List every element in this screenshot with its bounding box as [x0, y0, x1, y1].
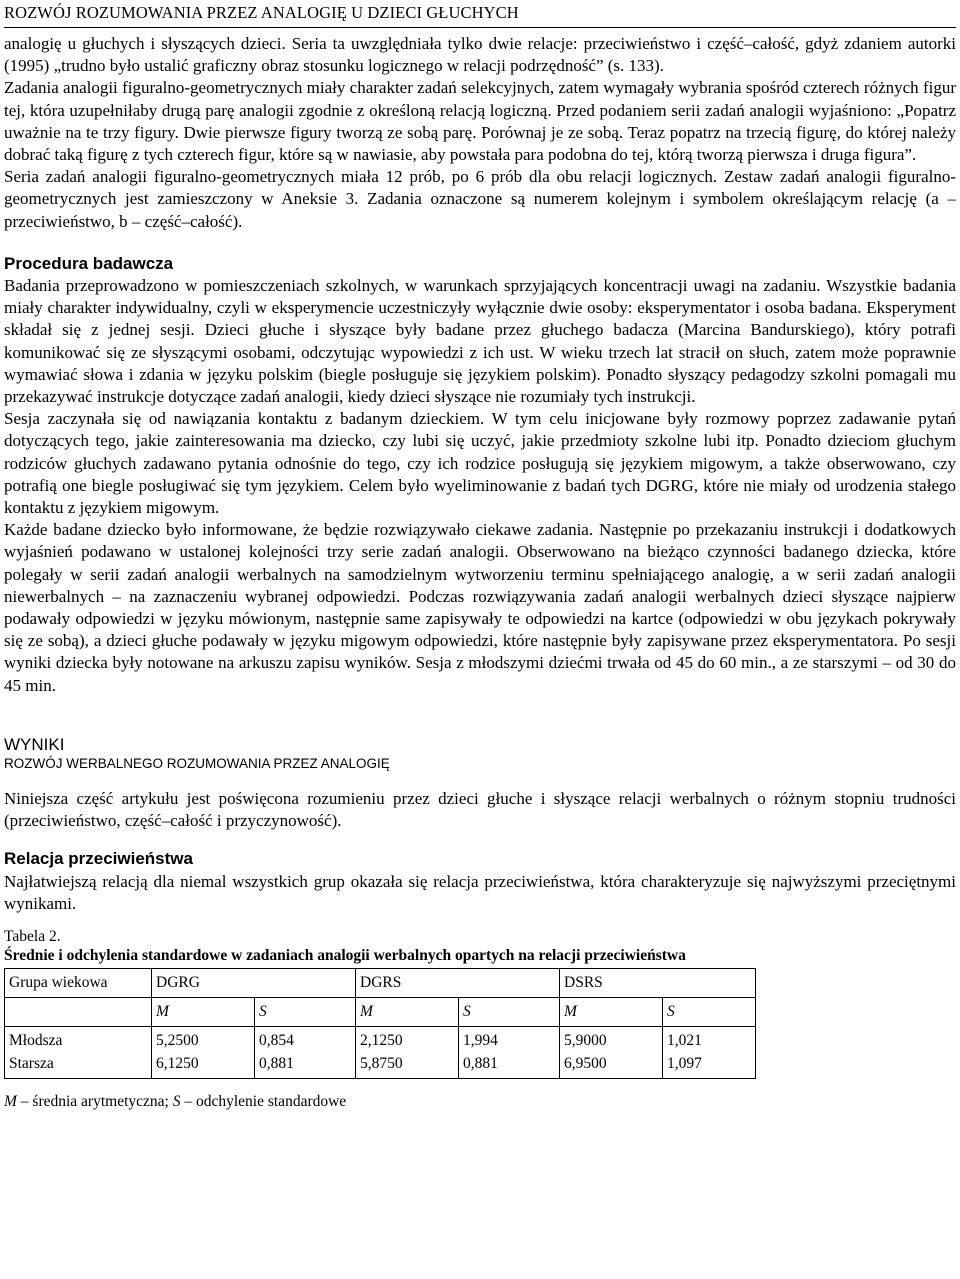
value: 0,881 [259, 1054, 294, 1072]
value: 5,9000 [564, 1032, 607, 1050]
document-body [4, 33, 956, 1113]
value: 0,881 [463, 1054, 498, 1072]
table-cell [560, 1027, 663, 1078]
section-heading-results: WYNIKI [4, 734, 65, 754]
paragraph: Najłatwiejszą relacją dla niemal wszystkich grup okazała się relacja przeciwieństwa, która charakteryzuje się najwyższymi przeciętnymi wynikami. [4, 871, 956, 913]
table-cell [5, 1027, 152, 1078]
table-subheader-cell: M [356, 998, 459, 1027]
table-subheader-cell: S [459, 998, 560, 1027]
header-rule [4, 27, 956, 28]
table-legend [4, 1091, 956, 1113]
table-header-row [5, 968, 756, 997]
results-table [4, 968, 756, 1079]
value: 1,021 [667, 1032, 702, 1050]
table-caption: Tabela 2. [4, 927, 61, 945]
legend-text: – odchylenie standardowe [180, 1092, 347, 1110]
value: 6,9500 [564, 1054, 607, 1072]
table-row [5, 1027, 756, 1078]
table-subheader-cell: M [560, 998, 663, 1027]
group-label: Młodsza [9, 1032, 63, 1050]
value: 5,8750 [360, 1054, 403, 1072]
running-head: ROZWÓJ ROZUMOWANIA PRZEZ ANALOGIĘ U DZIECI GŁUCHYCH [4, 3, 519, 22]
table-title: Średnie i odchylenia standardowe w zadaniach analogii werbalnych opartych na relacji przeciwieństwa [4, 946, 686, 964]
table-cell [459, 1027, 560, 1078]
table-header-cell: DGRS [356, 968, 560, 997]
legend-symbol: M [4, 1092, 17, 1110]
section-heading-relation: Relacja przeciwieństwa [4, 849, 193, 869]
paragraph: Badania przeprowadzono w pomieszczeniach szkolnych, w warunkach sprzyjających koncentracji uwagi na zadaniu. Wszystkie badania miały charakter indywidualny, czyli w eksperymencie uczestniczyły wyłącznie dwie osoby: eksperymentator i osoba badana. Eksperyment składał się z jednej sesji. Dzieci głuche i słyszące były badane przez głuchego badacza (Marcina Bandurskiego), który potrafi komunikować się ze słyszącymi osobami, odczytując wypowiedzi z ich ust. W wieku trzech lat stracił on słuch, zatem może poprawnie wymawiać słowa i zdania w języku polskim (biegle posługuje się językiem polskim). Ponadto słyszący pedagodzy szkolni pomagali mu przekazywać instrukcje dotyczące zadań analogii, kiedy dzieci słyszące nie rozumiały tych instrukcji. [4, 276, 956, 407]
section-heading-procedure: Procedura badawcza [4, 253, 174, 273]
value: 2,1250 [360, 1032, 403, 1050]
paragraph: analogię u głuchych i słyszących dzieci. Seria ta uwzględniała tylko dwie relacje: przeciwieństwo i część–całość, gdyż zdaniem autorki (1995) „trudno było ustalić graficzny obraz stosunku logicznego w relacji podrzędność” (s. 133). [4, 34, 956, 76]
legend-text: – średnia arytmetyczna; [16, 1092, 173, 1110]
table-subheader-row [5, 998, 756, 1027]
table-subheader-cell: S [255, 998, 356, 1027]
paragraph: Zadania analogii figuralno-geometrycznych miały charakter zadań selekcyjnych, zatem wymagały wybrania spośród czterech różnych figur tej, która uzupełniłaby drugą parę analogii zgodnie z określoną relacją logiczną. Przed podaniem serii zadań analogii wyjaśniono: „Popatrz uważnie na te trzy figury. Dwie pierwsze figury tworzą ze sobą parę. Porównaj je ze sobą. Teraz popatrz na trzecią figurę, do której należy dobrać taką figurę z tych czterech figur, które są w nawiasie, aby powstała para podobna do tej, którą tworzą pierwsza i druga figura”. [4, 78, 956, 165]
paragraph: Sesja zaczynała się od nawiązania kontaktu z badanym dzieckiem. W tym celu inicjowane były rozmowy poprzez zadawanie pytań dotyczących tego, jakie zainteresowania ma dziecko, czy lubi się uczyć, jakie przedmioty szkolne lubi itp. Ponadto dzieciom głuchym rodziców głuchych zadawano pytania odnośnie do tego, czy ich rodzice posługują się językiem migowym, a także obserwowano, czy potrafią one biegle posługiwać się tym językiem. Celem było wyeliminowanie z badań tych DGRG, które nie miały od urodzenia stałego kontaktu z językiem migowym. [4, 409, 956, 518]
table-cell [663, 1027, 756, 1078]
paragraph: Seria zadań analogii figuralno-geometrycznych miała 12 prób, po 6 prób dla obu relacji logicznych. Zestaw zadań analogii figuralno-geometrycznych jest zamieszczony w Aneksie 3. Zadania oznaczone są numerem kolejnym i symbolem określającym relację (a – przeciwieństwo, b – część–całość). [4, 167, 956, 231]
value: 5,2500 [156, 1032, 199, 1050]
paragraph: Każde badane dziecko było informowane, że będzie rozwiązywało ciekawe zadania. Następnie po przekazaniu instrukcji i dodatkowych wyjaśnień podawano w ustalonej kolejności trzy serie zadań analogii. Obserwowano na bieżąco czynności badanego dziecka, które polegały w serii zadań analogii werbalnych na samodzielnym wytworzeniu terminu spełniającego analogię, a w serii zadań analogii niewerbalnych – na zaznaczeniu wybranej odpowiedzi. Podczas rozwiązywania zadań analogii werbalnych dzieci słyszące najpierw podawały odpowiedzi w języku mówionym, następnie same zapisywały te odpowiedzi na kartce (odpowiedzi w obu językach pokrywały się ze sobą), a dzieci głuche podawały w języku migowym odpowiedzi, które następnie były zapisywane przez eksperymentatora. Po sesji wyniki dziecka były notowane na arkuszu zapisu wyników. Sesja z młodszymi dziećmi trwała od 45 do 60 min., a ze starszymi – od 30 do 45 min. [4, 520, 956, 695]
table-header-cell: DSRS [560, 968, 756, 997]
value: 6,1250 [156, 1054, 199, 1072]
table-cell [356, 1027, 459, 1078]
table-cell [152, 1027, 255, 1078]
section-subheading-results: ROZWÓJ WERBALNEGO ROZUMOWANIA PRZEZ ANALOGIĘ [4, 755, 390, 771]
legend-symbol: S [172, 1092, 181, 1110]
table-subheader-cell: M [152, 998, 255, 1027]
table-subheader-cell: S [663, 998, 756, 1027]
value: 1,994 [463, 1032, 498, 1050]
value: 1,097 [667, 1054, 702, 1072]
paragraph: Niniejsza część artykułu jest poświęcona rozumieniu przez dzieci głuche i słyszące relacji werbalnych o różnym stopniu trudności (przeciwieństwo, część–całość i przyczynowość). [4, 788, 956, 831]
table-header-cell: Grupa wiekowa [5, 968, 152, 997]
table-cell [255, 1027, 356, 1078]
group-label: Starsza [9, 1054, 54, 1072]
value: 0,854 [259, 1032, 294, 1050]
table-cell [5, 998, 152, 1027]
table-header-cell: DGRG [152, 968, 356, 997]
